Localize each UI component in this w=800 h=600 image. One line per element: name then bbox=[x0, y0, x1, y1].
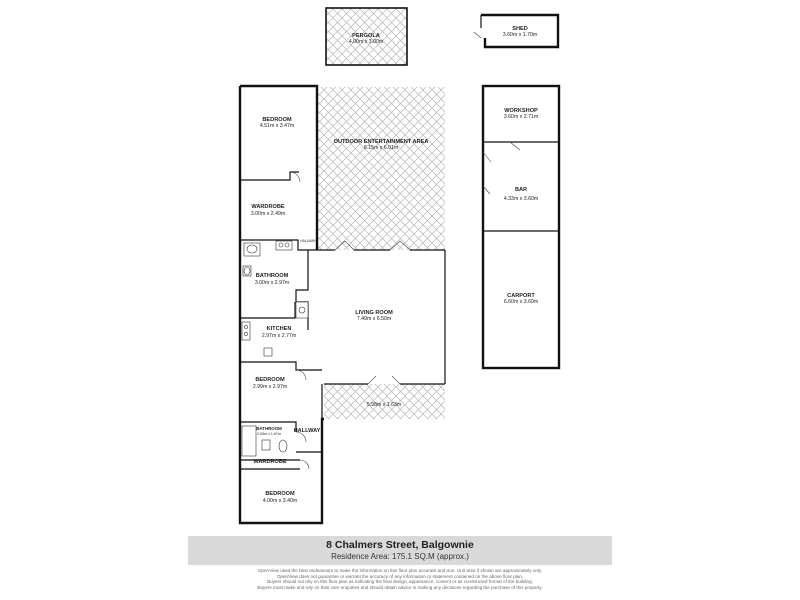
disclaimer-line: OpenView used the best endeavours to make the information on this floor plan accurate and true. Unit area if shown are approximately only. bbox=[257, 568, 543, 573]
outdoor-area-label: OUTDOOR ENTERTAINMENT AREA bbox=[333, 139, 429, 145]
hallway-label: HALLWAY bbox=[293, 428, 321, 434]
bedroom-3-label: BEDROOM bbox=[265, 491, 295, 497]
carport-dims: 6.60m x 3.60m bbox=[503, 299, 539, 305]
shed-dims: 3.60m x 1.70m bbox=[502, 32, 538, 38]
wardrobe-2-label: WARDROBE bbox=[253, 459, 287, 465]
outdoor-entertainment-area bbox=[317, 87, 445, 250]
bathroom-2-label: BATHROOM bbox=[256, 426, 282, 431]
bedroom-1-label: BEDROOM bbox=[262, 117, 292, 123]
outdoor-area-dims: 6.15m x 6.01m bbox=[363, 145, 399, 151]
bathroom-1-dims: 3.00m x 2.97m bbox=[254, 280, 290, 286]
living-room-dims: 7.49m x 6.50m bbox=[356, 316, 392, 322]
disclaimer-line: Buyers must make and rely on their own enquiries and should obtain advice in making any decisions regarding the purchase of this property. bbox=[257, 584, 543, 590]
disclaimer bbox=[230, 568, 570, 590]
disclaimer-line: OpenView does not guarantee or warrant the accuracy of any information or statement contained on the above floor plan. bbox=[276, 573, 524, 579]
bedroom-3-dims: 4.00m x 3.40m bbox=[262, 498, 298, 504]
hallway-top-label: HALLWAY bbox=[300, 239, 316, 243]
residence-area: Residence Area: 175.1 SQ.M (approx.) bbox=[331, 552, 469, 561]
kitchen-dims: 2.97m x 2.77m bbox=[261, 333, 297, 339]
wardrobe-1-label: WARDROBE bbox=[251, 204, 285, 210]
pergola-label: PERGOLA bbox=[352, 33, 380, 39]
bedroom-2-dims: 2.99m x 2.97m bbox=[252, 384, 288, 390]
property-address: 8 Chalmers Street, Balgownie bbox=[326, 539, 474, 551]
wardrobe-1-dims: 3.00m x 2.49m bbox=[250, 211, 286, 217]
outbuilding-walls bbox=[483, 86, 559, 368]
bedroom-1-dims: 4.51m x 3.47m bbox=[259, 123, 295, 129]
workshop-dims: 3.60m x 2.71m bbox=[503, 114, 539, 120]
bar-dims: 4.33m x 3.60m bbox=[503, 196, 539, 202]
bedroom-2-label: BEDROOM bbox=[255, 377, 285, 383]
bathroom-1-label: BATHROOM bbox=[255, 273, 289, 279]
living-room-label: LIVING ROOM bbox=[355, 310, 393, 316]
pergola-dims: 4.00m x 3.00m bbox=[348, 39, 384, 45]
bathroom-2-dims: 2.09m x 1.67m bbox=[257, 432, 281, 436]
bar-label: BAR bbox=[514, 187, 528, 193]
carport-label: CARPORT bbox=[507, 293, 535, 299]
disclaimer-line: Buyers should not rely on this floor plan as indicating the final design, appearance, content or as constructed format of the building. bbox=[267, 579, 533, 584]
deck-dims: 5.98m x 1.63m bbox=[366, 402, 402, 408]
title-bar bbox=[188, 536, 612, 565]
kitchen-label: KITCHEN bbox=[266, 326, 292, 332]
workshop-label: WORKSHOP bbox=[504, 108, 538, 114]
shed-label: SHED bbox=[512, 26, 528, 32]
